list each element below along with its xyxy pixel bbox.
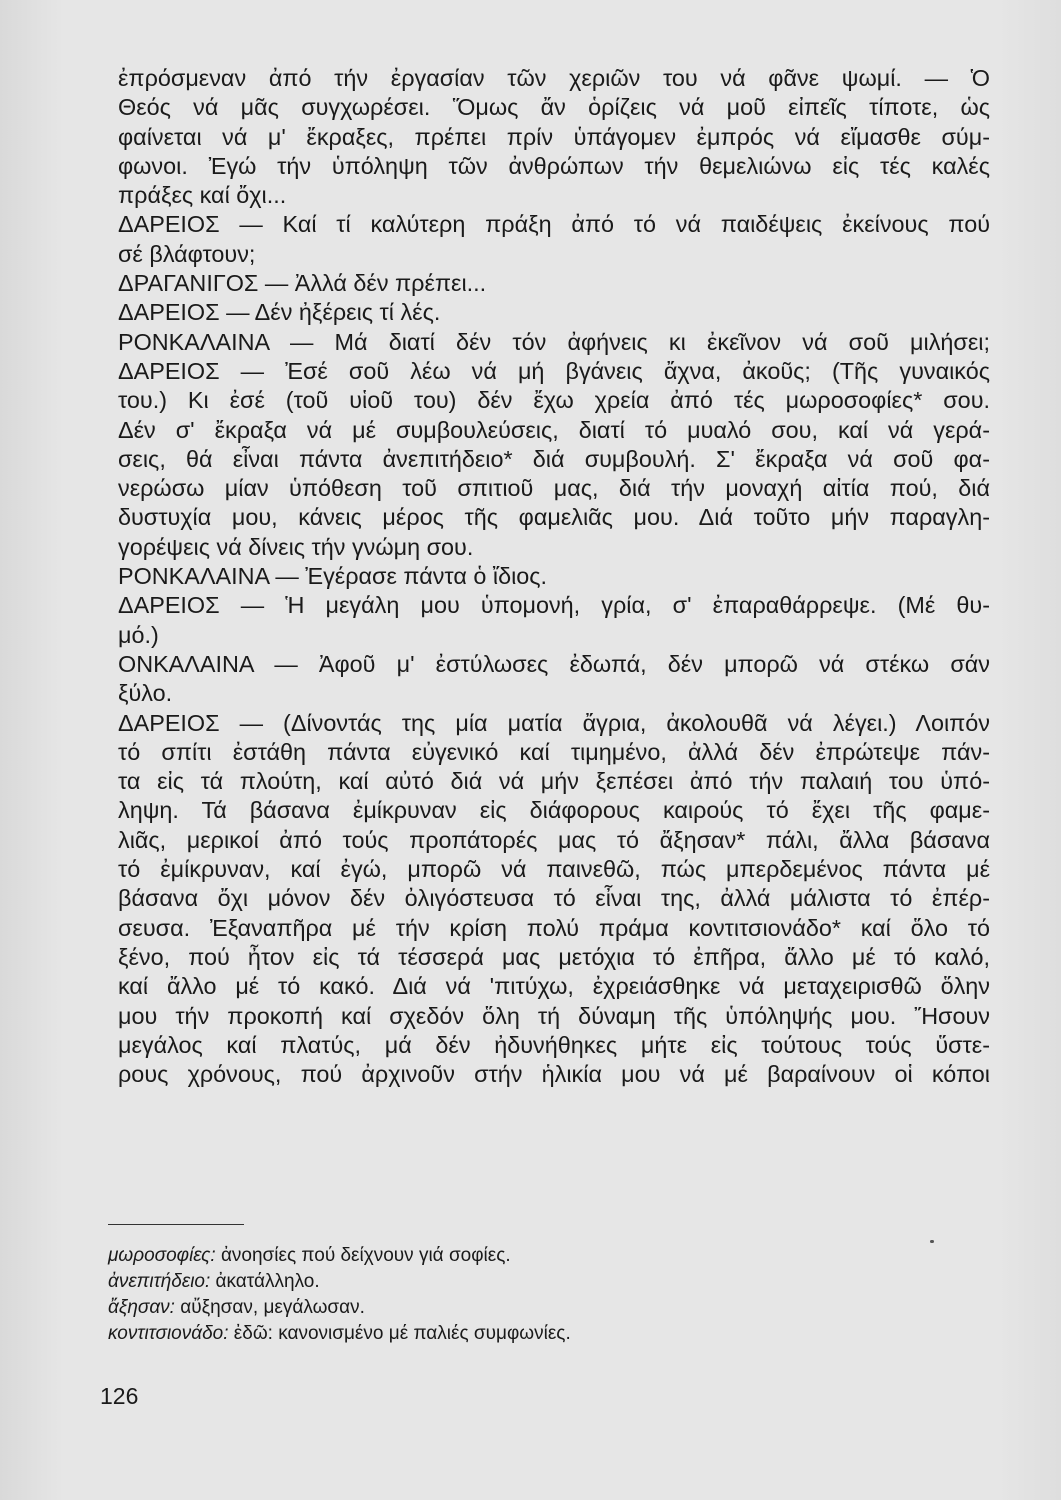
text-line: Θεός νά μᾶς συγχωρέσει. Ὅμως ἄν ὁρίζεις νά μοῦ εἰπεῖς τίποτε, ὡς xyxy=(118,94,990,121)
text-line: τό σπίτι ἐστάθη πάντα εὐγενικό καί τιμημένο, ἀλλά δέν ἐπρώτεψε πάν- xyxy=(118,738,990,765)
footnote-separator xyxy=(108,1224,244,1225)
footnote-definition: αὔξησαν, μεγάλωσαν. xyxy=(180,1297,365,1318)
footnote-definition: ἐδῶ: κανονισμένο μέ παλιές συμφωνίες. xyxy=(233,1323,571,1344)
footnote-term: ἄξησαν: xyxy=(108,1297,175,1318)
text-line: ΡΟΝΚΑΛΑΙΝΑ — Ἐγέρασε πάντα ὁ ἴδιος. xyxy=(118,563,548,590)
footnote xyxy=(108,1243,808,1269)
text-line: ΡΟΝΚΑΛΑΙΝΑ — Μά διατί δέν τόν ἀφήνεις κι ἐκεῖνον νά σοῦ μιλήσει; xyxy=(118,328,990,355)
text-line: ρους χρόνους, πού ἀρχινοῦν στήν ἡλικία μου νά μέ βαραίνουν οἱ κόποι xyxy=(118,1061,990,1088)
text-line: Δέν σ' ἔκραξα νά μέ συμβουλεύσεις, διατί τό μυαλό σου, καί νά γερά- xyxy=(118,416,990,443)
text-line: ἐπρόσμεναν ἀπό τήν ἐργασίαν τῶν χεριῶν του νά φᾶνε ψωμί. — Ὁ xyxy=(118,65,990,91)
text-line: πράξες καί ὄχι... xyxy=(118,182,287,209)
footnote xyxy=(108,1321,808,1347)
text-line: δυστυχία μου, κάνεις μέρος τῆς φαμελιᾶς μου. Διά τοῦτο μήν παραγλη- xyxy=(118,504,990,531)
text-line: βάσανα ὄχι μόνον δέν ὀλιγόστευσα τό εἶναι της, ἀλλά μάλιστα τό ἐπέρ- xyxy=(118,885,990,912)
text-line: τα εἰς τά πλούτη, καί αὐτό διά νά μήν ξεπέσει ἀπό τήν παλαιή του ὑπό- xyxy=(118,768,990,795)
text-line: ΟΝΚΑΛΑΙΝΑ — Ἀφοῦ μ' ἐστύλωσες ἐδωπά, δέν μπορῶ νά στέκω σάν xyxy=(118,650,990,677)
text-line: ΔΑΡΕΙΟΣ — Δέν ἠξέρεις τί λές. xyxy=(118,299,441,326)
text-line: ΔΡΑΓΑΝΙΓΟΣ — Ἀλλά δέν πρέπει... xyxy=(118,270,487,297)
text-line: ΔΑΡΕΙΟΣ — Καί τί καλύτερη πράξη ἀπό τό νά παιδέψεις ἐκείνους πού xyxy=(118,211,990,238)
text-line: ΔΑΡΕΙΟΣ — Ἐσέ σοῦ λέω νά μή βγάνεις ἄχνα, ἀκοῦς; (Τῆς γυναικός xyxy=(118,357,990,384)
print-speck xyxy=(930,1240,934,1243)
footnotes xyxy=(108,1243,808,1347)
text-line: λιᾶς, μερικοί ἀπό τούς προπάτορές μας τό ἄξησαν* πάλι, ἄλλα βάσανα xyxy=(118,826,990,853)
text-line: φαίνεται νά μ' ἔκραξες, πρέπει πρίν ὑπάγομεν ἐμπρός νά εἴμασθε σύμ- xyxy=(118,123,990,150)
text-line: ξύλο. xyxy=(118,680,173,707)
text-line: φωνοι. Ἐγώ τήν ὑπόληψη τῶν ἀνθρώπων τήν θεμελιώνω εἰς τές καλές xyxy=(118,152,990,179)
text-line: ξένο, πού ἦτον εἰς τά τέσσερά μας μετόχια τό ἐπῆρα, ἄλλο μέ τό καλό, xyxy=(118,943,990,970)
footnote-term: κοντιτσιονάδο: xyxy=(108,1323,229,1344)
text-line: σεις, θά εἶναι πάντα ἀνεπιτήδειο* διά συμβουλή. Σ' ἔκραξα νά σοῦ φα- xyxy=(118,445,990,472)
footnote-term: ἀνεπιτήδειο: xyxy=(108,1271,211,1292)
text-line: ΔΑΡΕΙΟΣ — Ἡ μεγάλη μου ὑπομονή, γρία, σ' ἐπαραθάρρεψε. (Μέ θυ- xyxy=(118,592,990,619)
text-line: μεγάλος καί πλατύς, μά δέν ἠδυνήθηκες μήτε εἰς τούτους τούς ὕστε- xyxy=(118,1031,990,1058)
text-line: νερώσω μίαν ὑπόθεση τοῦ σπιτιοῦ μας, διά τήν μοναχή αἰτία πού, διά xyxy=(118,475,990,502)
text-line: καί ἄλλο μέ τό κακό. Διά νά 'πιτύχω, ἐχρειάσθηκε νά μεταχειρισθῶ ὅλην xyxy=(118,973,990,1000)
main-text-block xyxy=(118,64,990,1089)
text-line: σέ βλάφτουν; xyxy=(118,240,256,267)
page-number: 126 xyxy=(100,1383,139,1409)
text-line: του.) Κι ἐσέ (τοῦ υἱοῦ του) δέν ἔχω χρεία ἀπό τές μωροσοφίες* σου. xyxy=(118,387,990,414)
footnote xyxy=(108,1295,808,1321)
footnote-definition: ἀνοησίες πού δείχνουν γιά σοφίες. xyxy=(220,1245,511,1266)
footnote-term: μωροσοφίες: xyxy=(108,1245,216,1266)
text-line: ΔΑΡΕΙΟΣ — (Δίνοντάς της μία ματία ἄγρια, ἀκολουθᾶ νά λέγει.) Λοιπόν xyxy=(118,709,990,736)
text-line: τό ἐμίκρυναν, καί ἐγώ, μπορῶ νά παινεθῶ, πώς μπερδεμένος πάντα μέ xyxy=(118,856,990,883)
text-line: μου τήν προκοπή καί σχεδόν ὅλη τή δύναμη τῆς ὑπόληψής μου. Ἤσουν xyxy=(118,1002,990,1029)
footnote-definition: ἀκατάλληλο. xyxy=(215,1271,320,1292)
footnote xyxy=(108,1269,808,1295)
text-line: ληψη. Τά βάσανα ἐμίκρυναν εἰς διάφορους καιρούς τό ἔχει τῆς φαμε- xyxy=(118,797,990,824)
text-line: γορέψεις νά δίνεις τήν γνώμη σου. xyxy=(118,533,474,560)
text-line: μό.) xyxy=(118,621,159,648)
text-line: σευσα. Ἐξαναπῆρα μέ τήν κρίση πολύ πράμα κοντιτσιονάδο* καί ὅλο τό xyxy=(118,914,990,941)
